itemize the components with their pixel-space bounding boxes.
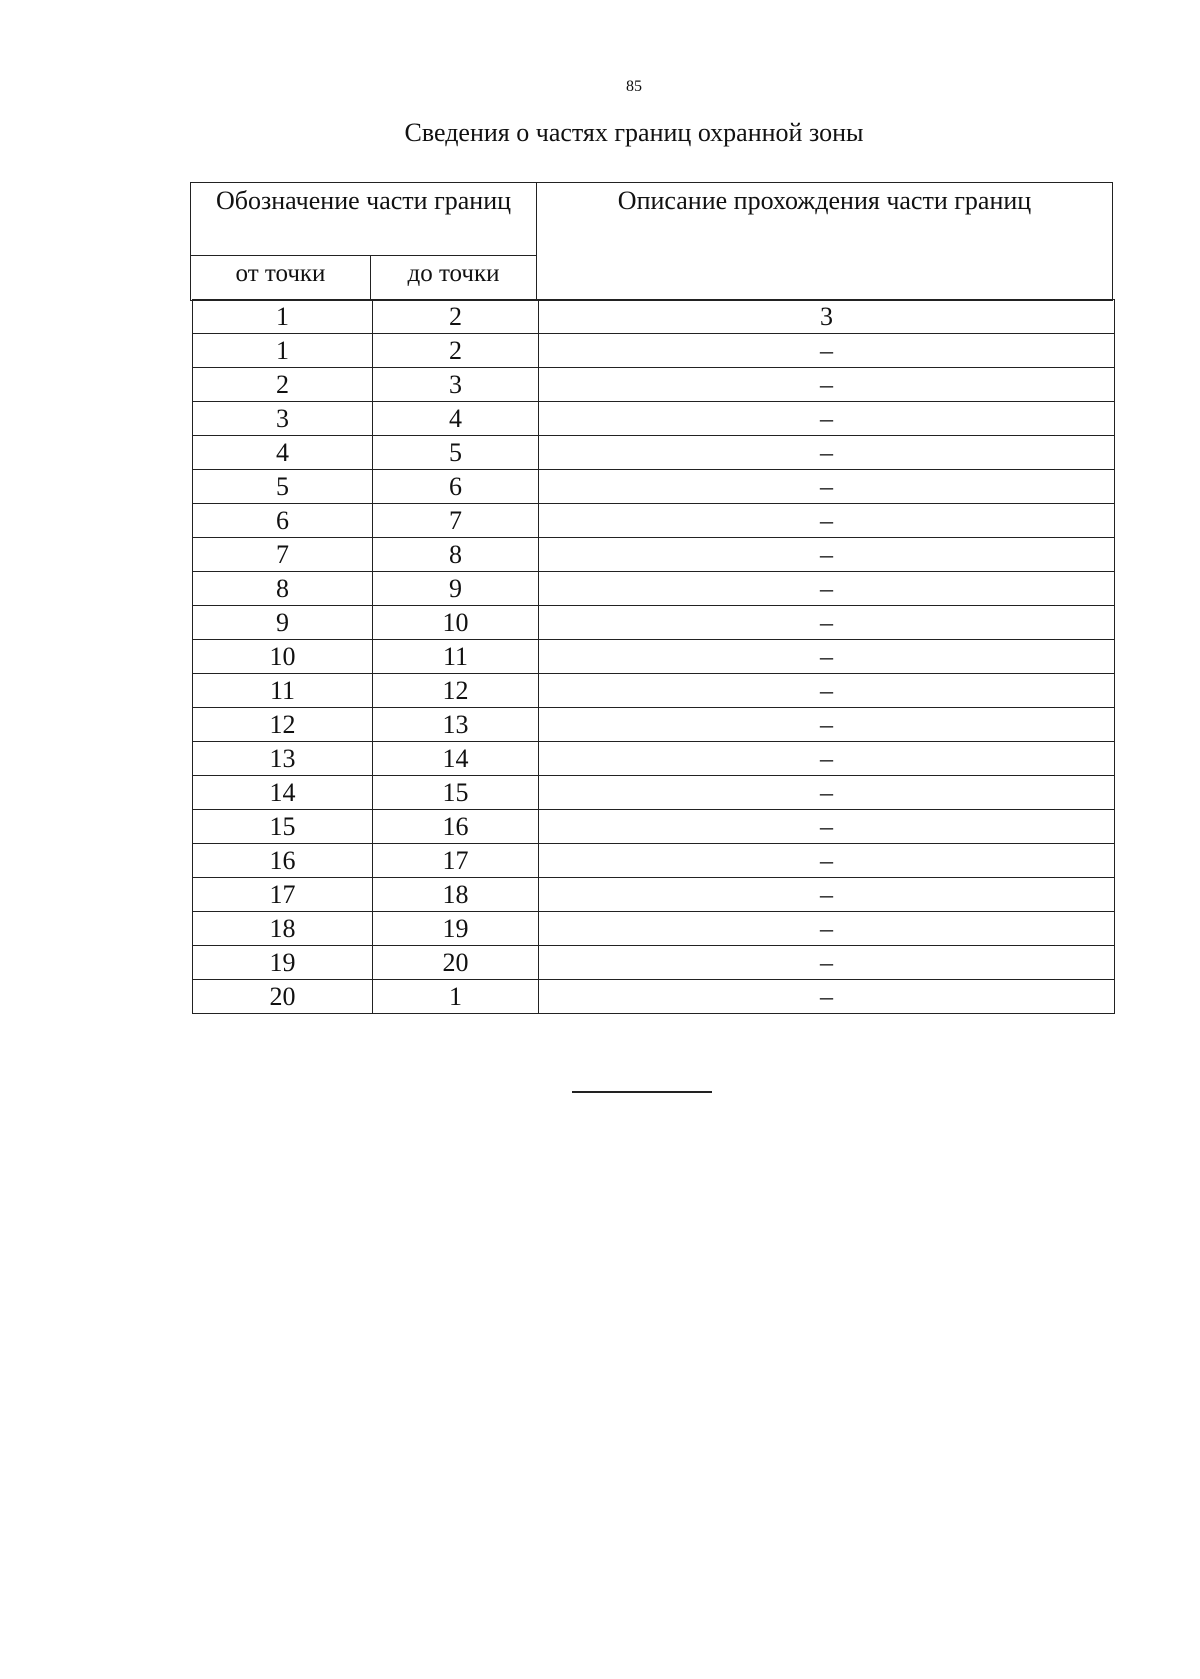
header-boundary-part-designation: Обозначение части границ: [191, 183, 537, 256]
cell-from-point: 18: [193, 912, 373, 946]
cell-description: –: [539, 878, 1115, 912]
cell-to-point: 16: [373, 810, 539, 844]
table-row: [193, 946, 1115, 980]
cell-description: –: [539, 844, 1115, 878]
cell-to-point: 19: [373, 912, 539, 946]
cell-description: –: [539, 980, 1115, 1014]
cell-to-point: 2: [373, 300, 539, 334]
cell-to-point: 2: [373, 334, 539, 368]
cell-from-point: 8: [193, 572, 373, 606]
cell-to-point: 13: [373, 708, 539, 742]
table-row: [193, 504, 1115, 538]
cell-description: –: [539, 640, 1115, 674]
cell-from-point: 10: [193, 640, 373, 674]
cell-description: –: [539, 742, 1115, 776]
cell-description: –: [539, 606, 1115, 640]
cell-description: –: [539, 572, 1115, 606]
cell-description: –: [539, 538, 1115, 572]
table-row: [193, 334, 1115, 368]
cell-from-point: 20: [193, 980, 373, 1014]
cell-description: –: [539, 470, 1115, 504]
cell-from-point: 11: [193, 674, 373, 708]
cell-from-point: 6: [193, 504, 373, 538]
boundary-table-header: [190, 182, 1113, 301]
cell-description: –: [539, 504, 1115, 538]
table-row: [193, 572, 1115, 606]
cell-to-point: 4: [373, 402, 539, 436]
table-row: [193, 436, 1115, 470]
cell-from-point: 3: [193, 402, 373, 436]
cell-description: –: [539, 708, 1115, 742]
cell-from-point: 14: [193, 776, 373, 810]
cell-from-point: 9: [193, 606, 373, 640]
table-row: [193, 776, 1115, 810]
cell-description: –: [539, 946, 1115, 980]
cell-from-point: 2: [193, 368, 373, 402]
cell-from-point: 7: [193, 538, 373, 572]
cell-from-point: 1: [193, 300, 373, 334]
cell-from-point: 12: [193, 708, 373, 742]
cell-from-point: 1: [193, 334, 373, 368]
table-row: [193, 844, 1115, 878]
cell-description: –: [539, 402, 1115, 436]
header-from-point: от точки: [191, 256, 371, 301]
table-row: [193, 742, 1115, 776]
cell-from-point: 5: [193, 470, 373, 504]
cell-from-point: 17: [193, 878, 373, 912]
cell-description: 3: [539, 300, 1115, 334]
cell-to-point: 9: [373, 572, 539, 606]
cell-description: –: [539, 436, 1115, 470]
cell-to-point: 17: [373, 844, 539, 878]
header-to-point: до точки: [371, 256, 537, 301]
cell-description: –: [539, 912, 1115, 946]
header-boundary-description: Описание прохождения части границ: [537, 183, 1113, 301]
cell-to-point: 1: [373, 980, 539, 1014]
cell-to-point: 10: [373, 606, 539, 640]
cell-to-point: 7: [373, 504, 539, 538]
table-row: [193, 878, 1115, 912]
table-row: [193, 674, 1115, 708]
boundary-table-body: [192, 299, 1115, 1014]
table-row: [193, 640, 1115, 674]
cell-from-point: 19: [193, 946, 373, 980]
cell-to-point: 3: [373, 368, 539, 402]
cell-to-point: 5: [373, 436, 539, 470]
cell-to-point: 14: [373, 742, 539, 776]
table-row: [193, 538, 1115, 572]
cell-to-point: 11: [373, 640, 539, 674]
table-row: [193, 368, 1115, 402]
cell-description: –: [539, 334, 1115, 368]
cell-to-point: 8: [373, 538, 539, 572]
table-row: [193, 300, 1115, 334]
table-row: [193, 912, 1115, 946]
cell-to-point: 15: [373, 776, 539, 810]
cell-description: –: [539, 368, 1115, 402]
table-rows: [193, 300, 1115, 1014]
cell-from-point: 13: [193, 742, 373, 776]
table-row: [193, 470, 1115, 504]
cell-description: –: [539, 810, 1115, 844]
table-row: [193, 980, 1115, 1014]
end-divider: [572, 1091, 712, 1093]
cell-to-point: 18: [373, 878, 539, 912]
cell-from-point: 4: [193, 436, 373, 470]
page-number: 85: [626, 78, 642, 95]
cell-to-point: 6: [373, 470, 539, 504]
cell-description: –: [539, 776, 1115, 810]
cell-from-point: 15: [193, 810, 373, 844]
page-title: Сведения о частях границ охранной зоны: [404, 118, 864, 147]
cell-from-point: 16: [193, 844, 373, 878]
table-row: [193, 708, 1115, 742]
cell-to-point: 20: [373, 946, 539, 980]
cell-description: –: [539, 674, 1115, 708]
table-row: [193, 402, 1115, 436]
cell-to-point: 12: [373, 674, 539, 708]
table-row: [193, 810, 1115, 844]
table-row: [193, 606, 1115, 640]
